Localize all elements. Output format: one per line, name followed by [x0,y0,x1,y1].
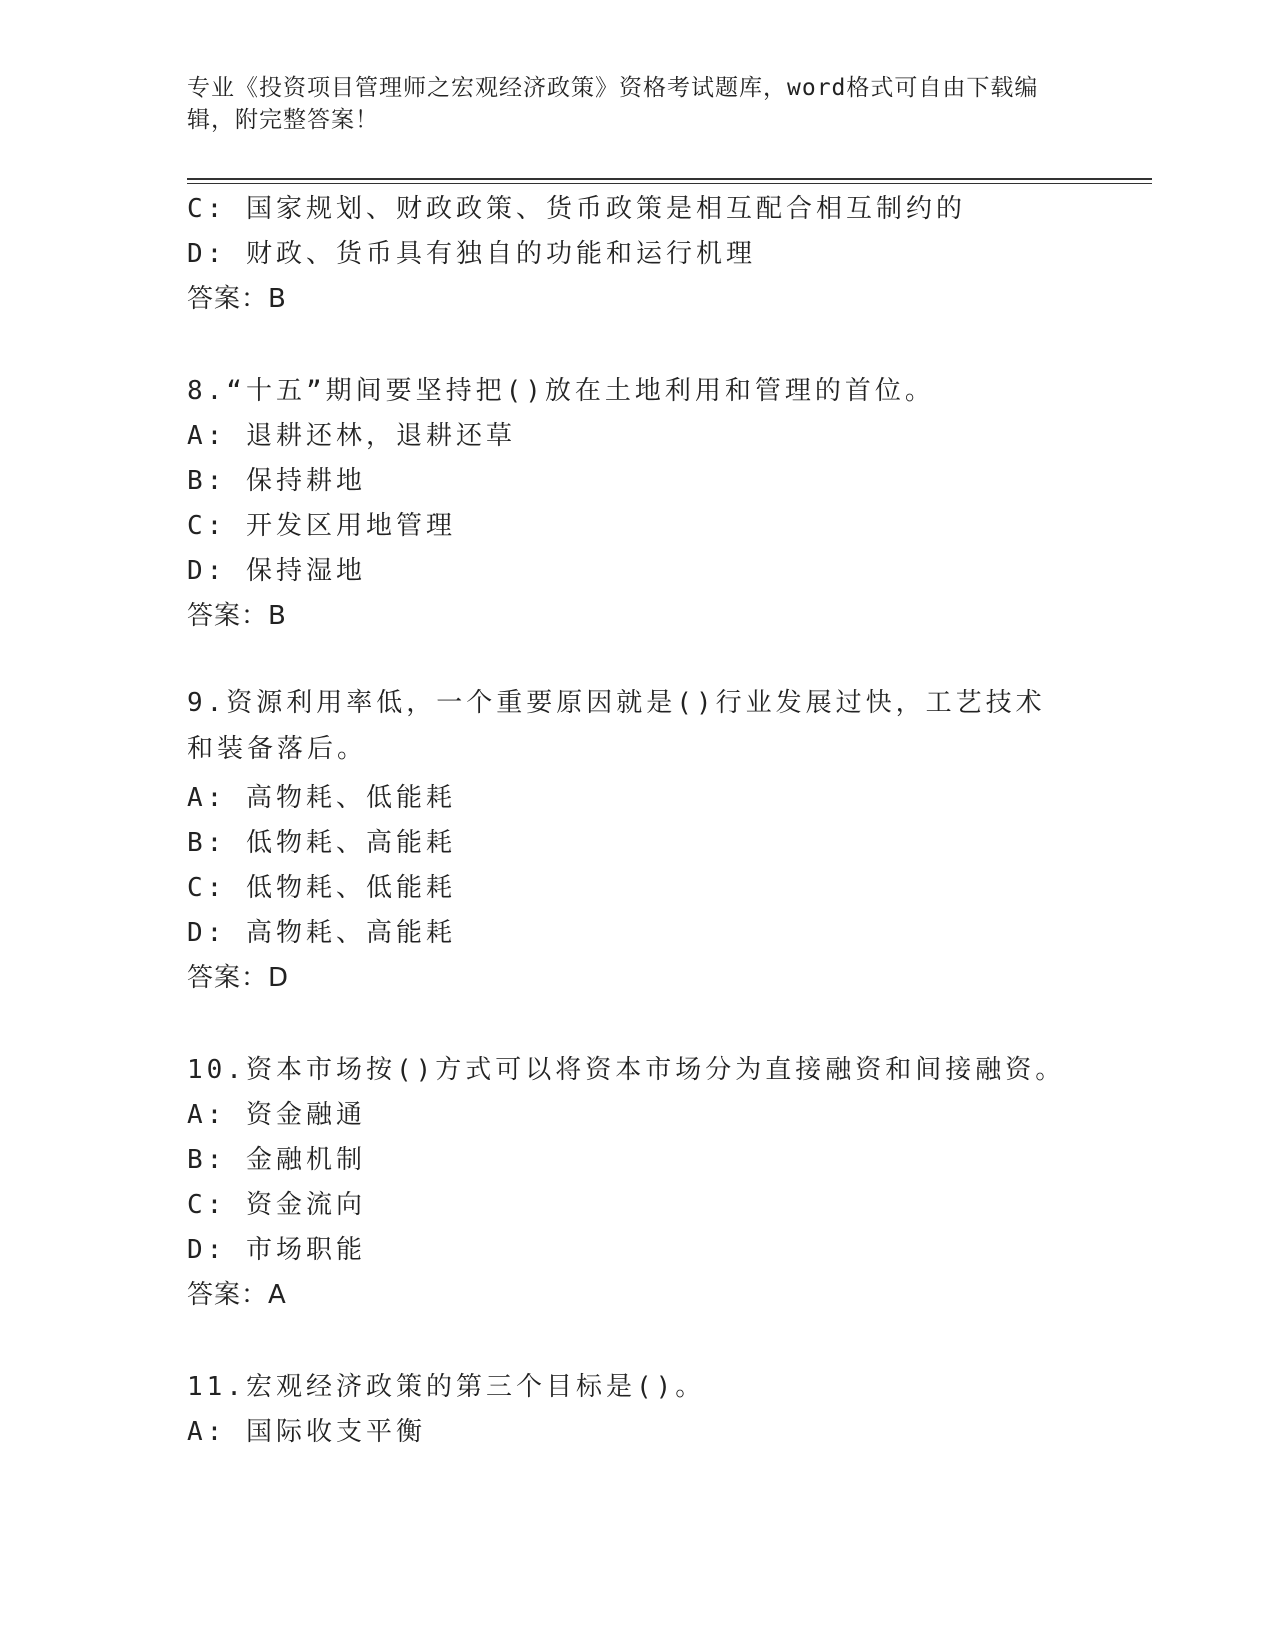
q9-question: 9.资源利用率低，一个重要原因就是()行业发展过快，工艺技术和装备落后。 [187,688,1046,764]
q8-option-b: B: 保持耕地 [187,466,366,496]
q9-answer: 答案：D [187,963,290,993]
q8-question: 8.“十五”期间要坚持把()放在土地利用和管理的首位。 [187,376,935,406]
q11-option-a: A: 国际收支平衡 [187,1417,426,1447]
q9-option-a: A: 高物耗、低能耗 [187,783,456,813]
q8-answer: 答案：B [187,601,287,631]
q7-answer: 答案：B [187,284,287,314]
q10-option-a: A: 资金融通 [187,1100,366,1130]
q8-option-c: C: 开发区用地管理 [187,511,456,541]
q9-option-c: C: 低物耗、低能耗 [187,873,456,903]
q7-option-d: D: 财政、货币具有独自的功能和运行机理 [187,239,756,269]
document-header: 专业《投资项目管理师之宏观经济政策》资格考试题库，word格式可自由下载编辑，附完整答案！ [187,75,1039,133]
q9-option-b: B: 低物耗、高能耗 [187,828,456,858]
q7-option-c: C: 国家规划、财政政策、货币政策是相互配合相互制约的 [187,194,966,224]
header-rule-thin [187,183,1152,184]
header-rule-thick [187,178,1152,180]
q10-answer: 答案：A [187,1280,287,1310]
q9-option-d: D: 高物耗、高能耗 [187,918,456,948]
q8-option-a: A: 退耕还林，退耕还草 [187,421,516,451]
q11-question: 11.宏观经济政策的第三个目标是()。 [187,1372,706,1402]
q10-question: 10.资本市场按()方式可以将资本市场分为直接融资和间接融资。 [187,1055,1066,1085]
q10-option-d: D: 市场职能 [187,1235,366,1265]
q8-option-d: D: 保持湿地 [187,556,366,586]
q10-option-c: C: 资金流向 [187,1190,366,1220]
q10-option-b: B: 金融机制 [187,1145,366,1175]
